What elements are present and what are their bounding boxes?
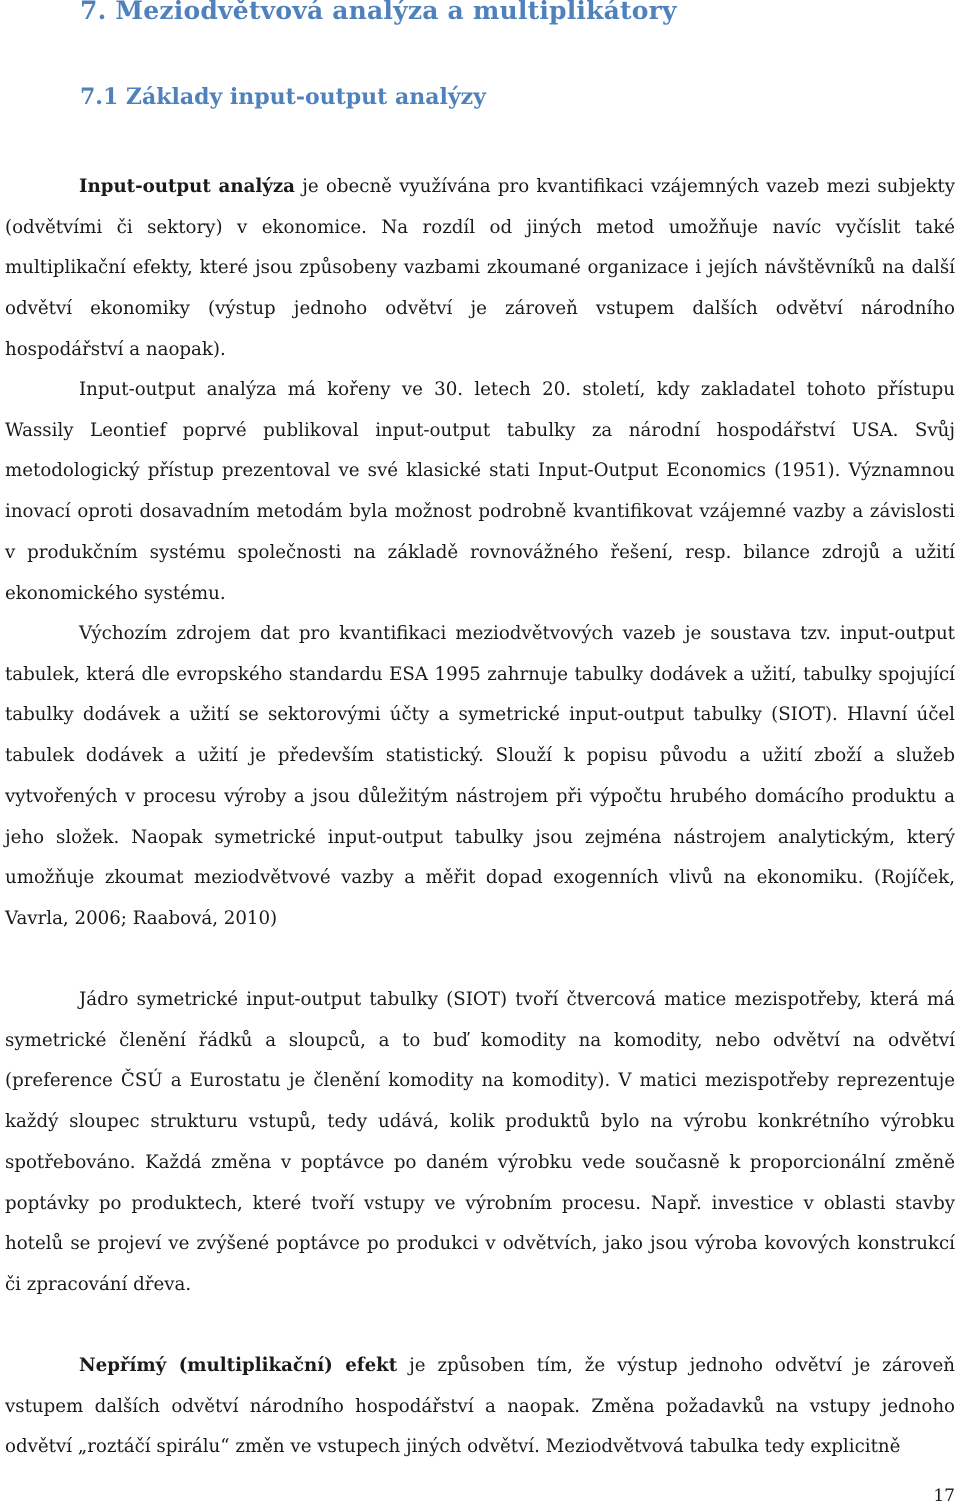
paragraph-siot xyxy=(5,980,955,1306)
section-heading: 7.1 Základy input-output analýzy xyxy=(80,84,486,110)
paragraph-history xyxy=(5,370,955,614)
term-input-output: Input-output analýza xyxy=(79,176,295,197)
paragraph-indirect-effect xyxy=(5,1346,955,1468)
paragraph-data-source xyxy=(5,614,955,940)
paragraph-indirect-effect-text: je způsoben tím, že výstup jednoho odvětví je zároveň vstupem dalších odvětví národního hospodářství a naopak. Změna požadavků na vstupy jednoho odvětví „roztáčí spirálu“ změn ve vstupech jiných odvětví. Meziodvětvová tabulka tedy explicitně xyxy=(5,1355,955,1458)
paragraph-siot-text: Jádro symetrické input-output tabulky (SIOT) tvoří čtvercová matice mezispotřeby, která má symetrické členění řádků a sloupců, a to buď komodity na komodity, nebo odvětví na odvětví (preference ČSÚ a Eurostatu je členění komodity na komodity). V matici mezispotřeby reprezentuje každý sloupec strukturu vstupů, tedy udává, kolik produktů bylo na výrobu konkrétního výrobku spotřebováno. Každá změna v poptávce po daném výrobku vede současně k proporcionální změně poptávky po produktech, které tvoří vstupy ve výrobním procesu. Např. investice v oblasti stavby hotelů se projeví ve zvýšené poptávce po produkci v odvětvích, jako jsou výroba kovových konstrukcí či zpracování dřeva. xyxy=(5,989,955,1295)
page-number: 17 xyxy=(933,1486,955,1506)
paragraph-history-text: Input-output analýza má kořeny ve 30. letech 20. století, kdy zakladatel tohoto přístupu Wassily Leontief poprvé publikoval input-output tabulky za národní hospodářství USA. Svůj metodologický přístup prezentoval ve své klasické stati Input-Output Economics (1951). Významnou inovací oproti dosavadním metodám byla možnost podrobně kvantifikovat vzájemné vazby a závislosti v produkčním systému společnosti na základě rovnovážného řešení, resp. bilance zdrojů a užití ekonomického systému. xyxy=(5,379,955,604)
paragraph-intro xyxy=(5,167,955,371)
term-indirect-effect: Nepřímý (multiplikační) efekt xyxy=(79,1355,398,1376)
paragraph-intro-text: je obecně využívána pro kvantifikaci vzájemných vazeb mezi subjekty (odvětvími či sektory) v ekonomice. Na rozdíl od jiných metod umožňuje navíc vyčíslit také multiplikační efekty, které jsou způsobeny vazbami zkoumané organizace i jejích návštěvníků na další odvětví ekonomiky (výstup jednoho odvětví je zároveň vstupem dalších odvětví národního hospodářství a naopak). xyxy=(5,176,956,360)
paragraph-data-source-text: Výchozím zdrojem dat pro kvantifikaci meziodvětvových vazeb je soustava tzv. input-output tabulek, která dle evropského standardu ESA 1995 zahrnuje tabulky dodávek a užití, tabulky spojující tabulky dodávek a užití se sektorovými účty a symetrické input-output tabulky (SIOT). Hlavní účel tabulek dodávek a užití je především statistický. Slouží k popisu původu a užití zboží a služeb vytvořených v procesu výroby a jsou důležitým nástrojem při výpočtu hrubého domácího produktu a jeho složek. Naopak symetrické input-output tabulky jsou zejména nástrojem analytickým, který umožňuje zkoumat meziodvětvové vazby a měřit dopad exogenních vlivů na ekonomiku. (Rojíček, Vavrla, 2006; Raabová, 2010) xyxy=(5,623,955,929)
chapter-heading: 7. Meziodvětvová analýza a multiplikátory xyxy=(80,0,677,25)
